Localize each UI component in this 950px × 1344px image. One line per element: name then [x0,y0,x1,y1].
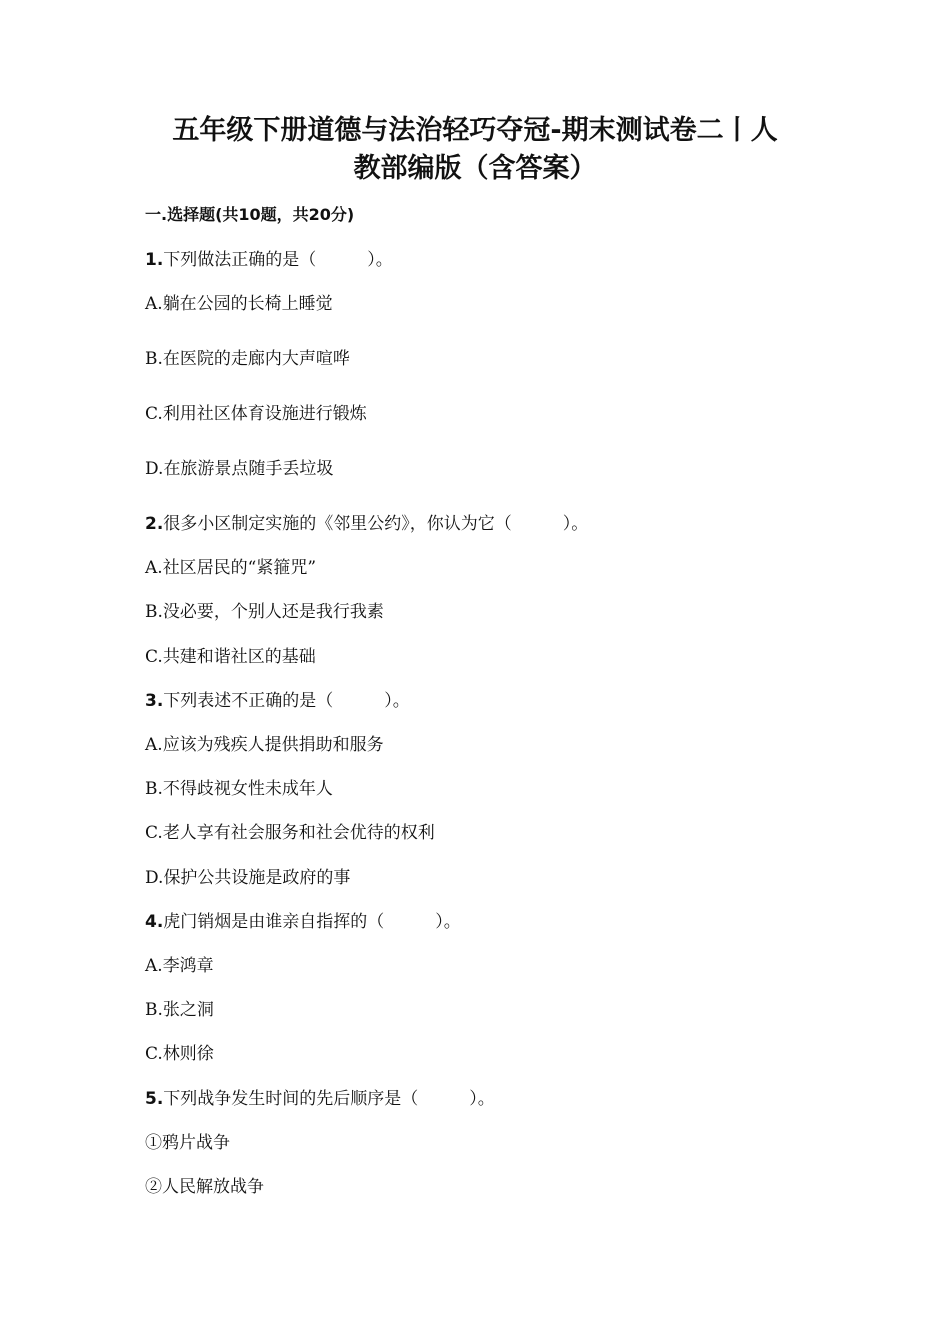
option-letter: C. [145,647,163,667]
option-text: 在医院的走廊内大声喧哗 [162,349,350,369]
question-4-option-a [145,954,214,978]
question-1-option-a [145,292,333,316]
option-text: 社区居民的“紧箍咒” [162,558,317,578]
question-text: 下列表述不正确的是（ ）。 [163,691,410,711]
question-5-item-1 [145,1131,230,1155]
item-text: 鸦片战争 [162,1133,230,1153]
question-5-stem [145,1087,495,1111]
question-number: 4. [145,912,164,932]
option-letter: B. [145,1000,163,1020]
question-3-option-b [145,777,333,801]
option-text: 保护公共设施是政府的事 [163,868,351,888]
option-letter: C. [145,404,163,424]
question-3-option-d [145,866,350,890]
question-4-stem [145,910,461,934]
section-heading: 一.选择题(共10题，共20分) [145,205,355,224]
option-text: 李鸿章 [162,956,214,976]
option-text: 没必要，个别人还是我行我素 [162,602,384,622]
question-number: 5. [145,1089,164,1109]
option-letter: C. [145,1044,163,1064]
page-title-line-1: 五年级下册道德与法治轻巧夺冠-期末测试卷二丨人 [172,115,778,146]
question-2-option-b [145,600,384,624]
question-1-stem [145,248,393,272]
question-text: 下列战争发生时间的先后顺序是（ ）。 [163,1089,495,1109]
question-number: 1. [145,250,164,270]
option-letter: A. [145,294,163,314]
question-text: 很多小区制定实施的《邻里公约》，你认为它（ ）。 [163,514,589,534]
question-2-option-c [145,645,316,669]
option-text: 张之洞 [162,1000,214,1020]
option-letter: A. [145,558,163,578]
question-4-option-b [145,998,214,1022]
option-letter: B. [145,602,163,622]
page-title-line-2: 教部编版（含答案） [353,153,597,184]
option-letter: D. [145,868,164,888]
item-text: 人民解放战争 [162,1177,264,1197]
option-text: 应该为残疾人提供捐助和服务 [162,735,384,755]
question-3-option-c [145,821,435,845]
option-text: 在旅游景点随手丢垃圾 [163,459,334,479]
question-4-option-c [145,1042,214,1066]
option-text: 不得歧视女性未成年人 [162,779,333,799]
option-text: 利用社区体育设施进行锻炼 [162,404,367,424]
question-text: 虎门销烟是由谁亲自指挥的（ ）。 [163,912,461,932]
question-1-option-b [145,347,350,371]
question-3-option-a [145,733,384,757]
question-number: 2. [145,514,164,534]
item-marker: ② [145,1177,162,1197]
question-number: 3. [145,691,164,711]
item-marker: ① [145,1133,162,1153]
option-letter: C. [145,823,163,843]
option-letter: A. [145,735,163,755]
option-text: 林则徐 [162,1044,214,1064]
question-2-stem [145,512,588,536]
option-text: 共建和谐社区的基础 [162,647,316,667]
question-1-option-d [145,457,333,481]
question-2-option-a [145,556,316,580]
question-1-option-c [145,402,367,426]
question-text: 下列做法正确的是（ ）。 [163,250,393,270]
page-title [140,112,810,188]
question-5-item-2 [145,1175,264,1199]
option-letter: B. [145,349,163,369]
option-letter: D. [145,459,164,479]
question-3-stem [145,689,410,713]
option-letter: B. [145,779,163,799]
option-letter: A. [145,956,163,976]
option-text: 躺在公园的长椅上睡觉 [162,294,333,314]
option-text: 老人享有社会服务和社会优待的权利 [162,823,435,843]
